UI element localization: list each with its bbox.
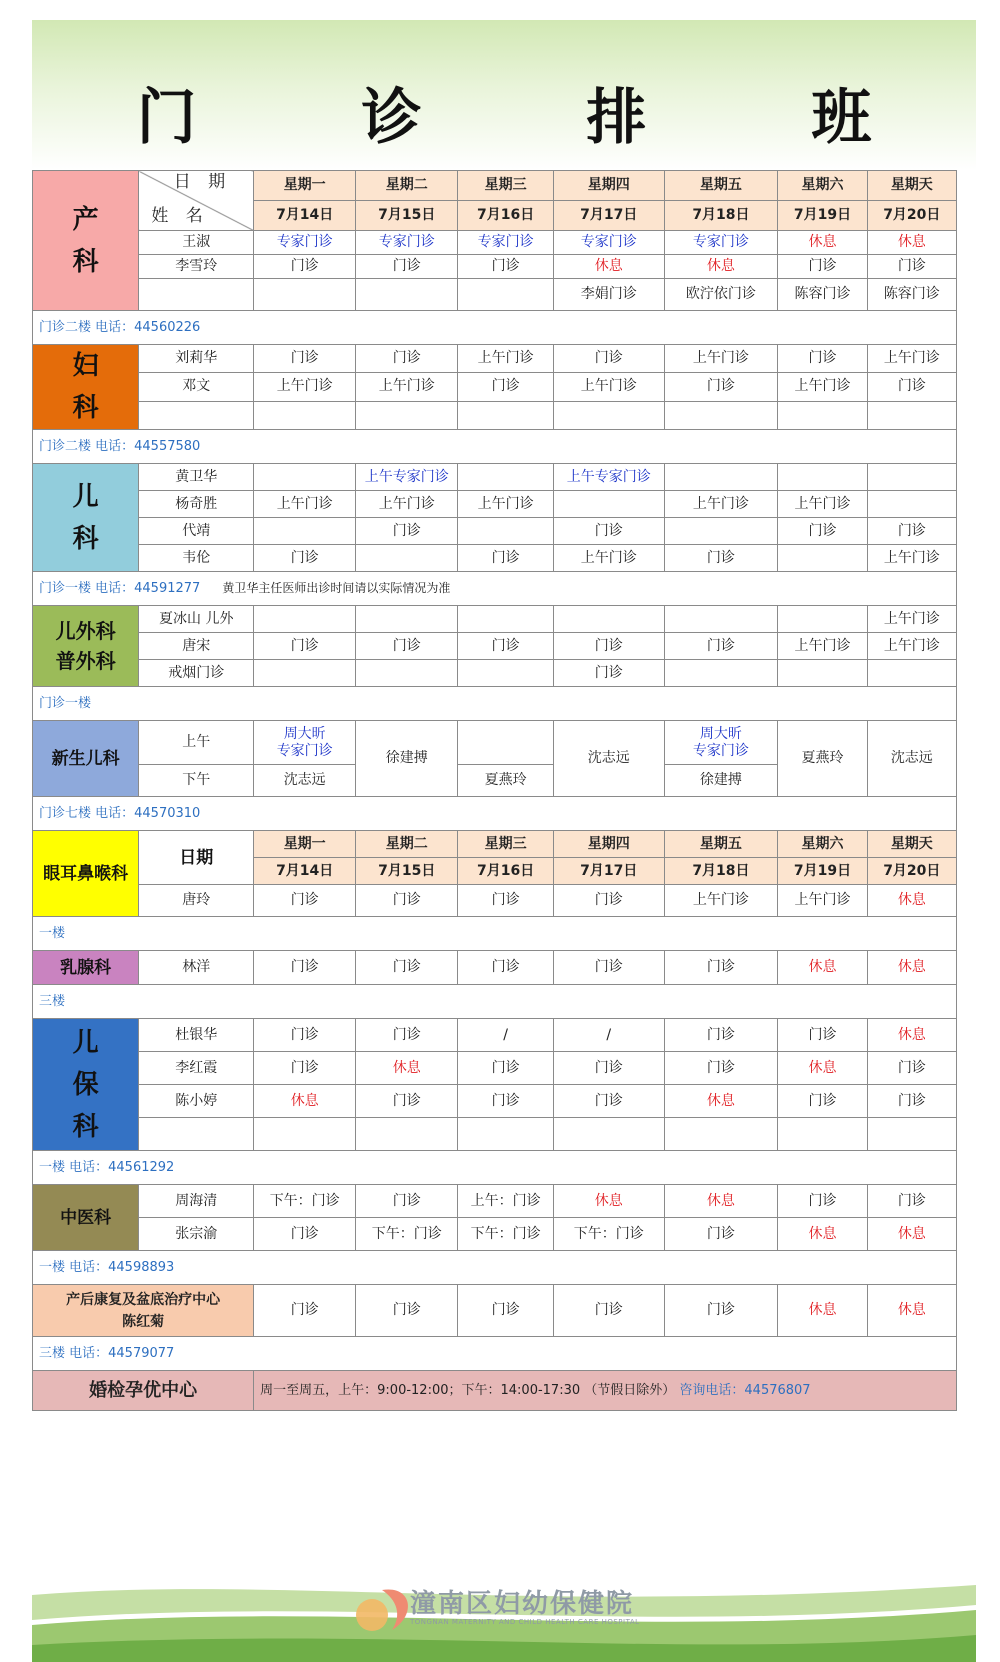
- location-phone: 门诊二楼 电话：44557580: [39, 439, 201, 454]
- schedule-cell: 门诊: [254, 255, 356, 279]
- doctor-name: [139, 1118, 254, 1151]
- schedule-cell: 夏燕玲: [458, 765, 554, 797]
- schedule-cell: 上午专家门诊: [356, 464, 458, 491]
- schedule-cell: 专家门诊: [356, 231, 458, 255]
- schedule-cell: [778, 606, 867, 633]
- schedule-cell: [356, 279, 458, 311]
- dept-label: 妇 科: [33, 345, 139, 430]
- date-header: 7月15日: [356, 858, 458, 885]
- opening-hours: 周一至周五，上午：9:00-12:00；下午：14:00-17:30 （节假日除外）: [260, 1383, 676, 1398]
- schedule-cell: 门诊: [458, 951, 554, 985]
- schedule-cell: 门诊: [867, 1052, 956, 1085]
- schedule-cell: 休息: [867, 885, 956, 917]
- schedule-cell: 上午门诊: [356, 373, 458, 401]
- location-phone: 门诊一楼: [39, 696, 92, 711]
- schedule-cell: [458, 606, 554, 633]
- schedule-cell: 沈志远: [254, 765, 356, 797]
- schedule-cell: 下午：门诊: [254, 1185, 356, 1218]
- schedule-cell: 门诊: [664, 373, 778, 401]
- schedule-cell: [356, 660, 458, 687]
- schedule-cell: 休息: [778, 1052, 867, 1085]
- schedule-cell: /: [553, 1019, 664, 1052]
- dept-label: 婚检孕优中心: [33, 1371, 254, 1411]
- schedule-cell: 门诊: [356, 1185, 458, 1218]
- weekday-header: 星期天: [867, 171, 956, 201]
- schedule-cell: 门诊: [664, 545, 778, 572]
- schedule-cell: [664, 1118, 778, 1151]
- schedule-cell: 欧泞依门诊: [664, 279, 778, 311]
- schedule-cell: 门诊: [553, 951, 664, 985]
- schedule-cell: 门诊: [254, 633, 356, 660]
- weekday-header: 星期五: [664, 831, 778, 858]
- schedule-cell: 门诊: [664, 1218, 778, 1251]
- date-header: 7月19日: [778, 858, 867, 885]
- schedule-cell: [553, 1118, 664, 1151]
- schedule-cell: 门诊: [664, 1052, 778, 1085]
- doctor-name: 唐宋: [139, 633, 254, 660]
- schedule-cell: 门诊: [356, 1285, 458, 1337]
- schedule-cell: 门诊: [254, 345, 356, 373]
- header-banner: [32, 20, 976, 170]
- schedule-cell: 门诊: [778, 1019, 867, 1052]
- schedule-sheet: [32, 170, 957, 1411]
- location-phone: 门诊二楼 电话：44560226: [39, 320, 201, 335]
- schedule-cell: [356, 1118, 458, 1151]
- schedule-cell: 下午：门诊: [458, 1218, 554, 1251]
- schedule-cell: 门诊: [867, 1185, 956, 1218]
- doctor-name: [139, 279, 254, 311]
- schedule-cell: 沈志远: [867, 721, 956, 797]
- schedule-cell: 休息: [867, 951, 956, 985]
- schedule-cell: 门诊: [664, 1285, 778, 1337]
- schedule-cell: 徐建搏: [356, 721, 458, 797]
- schedule-cell: 门诊: [254, 1218, 356, 1251]
- doctor-name: 杜银华: [139, 1019, 254, 1052]
- schedule-cell: 门诊: [458, 885, 554, 917]
- schedule-cell: 休息: [867, 1019, 956, 1052]
- schedule-cell: 门诊: [867, 255, 956, 279]
- schedule-cell: 休息: [778, 951, 867, 985]
- schedule-cell: 门诊: [356, 885, 458, 917]
- schedule-cell: [356, 401, 458, 429]
- weekday-header: 星期五: [664, 171, 778, 201]
- schedule-cell: [458, 464, 554, 491]
- dept-label: 儿 保 科: [33, 1019, 139, 1151]
- schedule-cell: 门诊: [356, 633, 458, 660]
- schedule-cell: [254, 518, 356, 545]
- schedule-cell: 门诊: [254, 1019, 356, 1052]
- schedule-cell: 休息: [553, 255, 664, 279]
- consult-phone: 咨询电话：44576807: [679, 1383, 811, 1398]
- schedule-cell: 门诊: [254, 1052, 356, 1085]
- schedule-cell: [356, 545, 458, 572]
- schedule-cell: [254, 464, 356, 491]
- dept-info: [33, 430, 957, 464]
- schedule-cell: 休息: [664, 1185, 778, 1218]
- schedule-cell: [254, 279, 356, 311]
- schedule-cell: [458, 660, 554, 687]
- schedule-cell: 门诊: [553, 1285, 664, 1337]
- schedule-cell: 门诊: [356, 518, 458, 545]
- location-phone: 门诊七楼 电话：44570310: [39, 806, 201, 821]
- schedule-cell: 门诊: [867, 1085, 956, 1118]
- schedule-cell: 休息: [254, 1085, 356, 1118]
- dept-info: [33, 311, 957, 345]
- location-phone: 一楼 电话：44561292: [39, 1160, 175, 1175]
- schedule-cell: 休息: [867, 1218, 956, 1251]
- doctor-name: 陈红菊: [122, 1313, 165, 1330]
- schedule-cell: 上午门诊: [664, 345, 778, 373]
- schedule-cell: [356, 606, 458, 633]
- doctor-name: 陈小婷: [139, 1085, 254, 1118]
- doctor-name: 李红霞: [139, 1052, 254, 1085]
- schedule-cell: 上午专家门诊: [553, 464, 664, 491]
- schedule-cell: 门诊: [867, 518, 956, 545]
- schedule-table: [32, 170, 957, 1411]
- schedule-cell: 上午门诊: [867, 633, 956, 660]
- location-phone: 一楼: [39, 926, 66, 941]
- center-name: 产后康复及盆底治疗中心: [66, 1291, 221, 1308]
- schedule-cell: [458, 279, 554, 311]
- doctor-name: 李雪玲: [139, 255, 254, 279]
- schedule-cell: 休息: [778, 231, 867, 255]
- schedule-cell: [778, 1118, 867, 1151]
- schedule-cell: 休息: [553, 1185, 664, 1218]
- weekday-header: 星期一: [254, 171, 356, 201]
- doctor-name: 黄卫华: [139, 464, 254, 491]
- schedule-cell: 门诊: [553, 1052, 664, 1085]
- schedule-cell: 门诊: [458, 1085, 554, 1118]
- schedule-cell: [458, 518, 554, 545]
- page-title: 门 诊 排 班: [136, 83, 944, 153]
- schedule-cell: 门诊: [458, 1052, 554, 1085]
- date-header: 7月16日: [458, 201, 554, 231]
- schedule-cell: [664, 518, 778, 545]
- weekday-header: 星期六: [778, 171, 867, 201]
- shift-am: 上午: [139, 721, 254, 765]
- date-header: 7月17日: [553, 201, 664, 231]
- doctor-name: 代靖: [139, 518, 254, 545]
- note-text: 黄卫华主任医师出诊时间请以实际情况为准: [222, 581, 451, 595]
- schedule-cell: 周大昕 专家门诊: [664, 721, 778, 765]
- doctor-name: 戒烟门诊: [139, 660, 254, 687]
- location-phone: 三楼 电话：44579077: [39, 1346, 175, 1361]
- schedule-cell: 门诊: [254, 951, 356, 985]
- schedule-cell: 门诊: [553, 345, 664, 373]
- date-header: 7月20日: [867, 858, 956, 885]
- schedule-cell: 上午：门诊: [458, 1185, 554, 1218]
- schedule-cell: [867, 401, 956, 429]
- schedule-cell: [553, 401, 664, 429]
- dept-info: [33, 572, 957, 606]
- date-header: 7月14日: [254, 858, 356, 885]
- date-header: 7月19日: [778, 201, 867, 231]
- schedule-cell: 门诊: [664, 1019, 778, 1052]
- dept-info: [33, 985, 957, 1019]
- schedule-cell: [867, 660, 956, 687]
- dept-label: 眼耳鼻喉科: [33, 831, 139, 917]
- doctor-name: 林洋: [139, 951, 254, 985]
- schedule-cell: 门诊: [356, 1085, 458, 1118]
- schedule-cell: [664, 606, 778, 633]
- schedule-cell: 休息: [778, 1218, 867, 1251]
- schedule-cell: 门诊: [664, 951, 778, 985]
- dept-info: [33, 1251, 957, 1285]
- weekday-header: 星期四: [553, 831, 664, 858]
- schedule-cell: 门诊: [356, 951, 458, 985]
- date-header: 7月15日: [356, 201, 458, 231]
- weekday-header: 星期三: [458, 831, 554, 858]
- schedule-cell: 休息: [664, 255, 778, 279]
- weekday-header: 星期四: [553, 171, 664, 201]
- schedule-cell: 门诊: [356, 255, 458, 279]
- dept-label: [33, 1285, 254, 1337]
- dept-info: [33, 1337, 957, 1371]
- schedule-cell: 陈容门诊: [867, 279, 956, 311]
- schedule-cell: 休息: [867, 1285, 956, 1337]
- date-label: 日期: [139, 831, 254, 885]
- schedule-cell: 门诊: [553, 660, 664, 687]
- schedule-cell: 门诊: [254, 1285, 356, 1337]
- schedule-cell: 上午门诊: [778, 885, 867, 917]
- schedule-cell: 上午门诊: [458, 345, 554, 373]
- schedule-cell: 上午门诊: [254, 373, 356, 401]
- schedule-cell: [778, 545, 867, 572]
- schedule-cell: 上午门诊: [867, 545, 956, 572]
- shift-pm: 下午: [139, 765, 254, 797]
- weekday-header: 星期三: [458, 171, 554, 201]
- date-header: 7月18日: [664, 201, 778, 231]
- schedule-cell: 李娟门诊: [553, 279, 664, 311]
- schedule-cell: 上午门诊: [664, 491, 778, 518]
- dept-label: 中医科: [33, 1185, 139, 1251]
- schedule-cell: [254, 401, 356, 429]
- schedule-cell: 上午门诊: [867, 345, 956, 373]
- schedule-cell: [778, 401, 867, 429]
- schedule-cell: 门诊: [356, 345, 458, 373]
- schedule-cell: 陈容门诊: [778, 279, 867, 311]
- location-phone: 三楼: [39, 994, 66, 1009]
- schedule-cell: 门诊: [458, 633, 554, 660]
- schedule-cell: 夏燕玲: [778, 721, 867, 797]
- dept-info: [33, 687, 957, 721]
- schedule-cell: 门诊: [778, 1185, 867, 1218]
- schedule-cell: 门诊: [867, 373, 956, 401]
- schedule-cell: 上午门诊: [664, 885, 778, 917]
- schedule-cell: 专家门诊: [458, 231, 554, 255]
- schedule-cell: 休息: [356, 1052, 458, 1085]
- weekday-header: 星期天: [867, 831, 956, 858]
- schedule-cell: 上午门诊: [867, 606, 956, 633]
- weekday-header: 星期二: [356, 831, 458, 858]
- dept-info: [33, 797, 957, 831]
- schedule-cell: 门诊: [778, 255, 867, 279]
- weekday-header: 星期一: [254, 831, 356, 858]
- doctor-name: 唐玲: [139, 885, 254, 917]
- location-phone: 一楼 电话：44598893: [39, 1260, 175, 1275]
- schedule-cell: 休息: [867, 231, 956, 255]
- date-header: 7月20日: [867, 201, 956, 231]
- schedule-cell: [867, 1118, 956, 1151]
- schedule-cell: 上午门诊: [553, 373, 664, 401]
- schedule-cell: 专家门诊: [553, 231, 664, 255]
- doctor-name: 杨奇胜: [139, 491, 254, 518]
- schedule-cell: 门诊: [553, 633, 664, 660]
- schedule-cell: 休息: [664, 1085, 778, 1118]
- name-label: 姓 名: [151, 206, 209, 226]
- schedule-cell: 门诊: [553, 885, 664, 917]
- schedule-cell: 周大昕 专家门诊: [254, 721, 356, 765]
- schedule-cell: [867, 491, 956, 518]
- schedule-cell: 门诊: [458, 373, 554, 401]
- location-phone: 门诊一楼 电话：44591277: [39, 581, 201, 596]
- hours-info: [254, 1371, 957, 1411]
- schedule-cell: 沈志远: [553, 721, 664, 797]
- schedule-cell: [778, 464, 867, 491]
- schedule-cell: 上午门诊: [254, 491, 356, 518]
- schedule-cell: 上午门诊: [778, 633, 867, 660]
- schedule-cell: 门诊: [458, 1285, 554, 1337]
- dept-label: 新生儿科: [33, 721, 139, 797]
- weekday-header: 星期六: [778, 831, 867, 858]
- schedule-cell: [664, 464, 778, 491]
- schedule-cell: 上午门诊: [553, 545, 664, 572]
- hospital-name-en: TONGNAN MATERNITY AND CHILD HEALTH CARE HOSPITAL: [410, 1618, 640, 1626]
- schedule-cell: 门诊: [778, 345, 867, 373]
- dept-label: 儿外科 普外科: [33, 606, 139, 687]
- doctor-name: [139, 401, 254, 429]
- schedule-cell: [664, 401, 778, 429]
- schedule-cell: 门诊: [664, 633, 778, 660]
- schedule-cell: 上午门诊: [778, 491, 867, 518]
- schedule-cell: [664, 660, 778, 687]
- schedule-cell: [867, 464, 956, 491]
- doctor-name: 刘莉华: [139, 345, 254, 373]
- doctor-name: 韦伦: [139, 545, 254, 572]
- schedule-cell: 门诊: [778, 518, 867, 545]
- schedule-cell: /: [458, 1019, 554, 1052]
- schedule-cell: 专家门诊: [254, 231, 356, 255]
- dept-label: 乳腺科: [33, 951, 139, 985]
- schedule-cell: 下午：门诊: [356, 1218, 458, 1251]
- schedule-cell: [458, 721, 554, 765]
- weekday-header: 星期二: [356, 171, 458, 201]
- schedule-cell: [553, 606, 664, 633]
- schedule-cell: 门诊: [458, 255, 554, 279]
- doctor-name: 邓文: [139, 373, 254, 401]
- schedule-cell: 下午：门诊: [553, 1218, 664, 1251]
- date-label: 日 期: [173, 172, 232, 192]
- schedule-cell: 徐建搏: [664, 765, 778, 797]
- date-name-header: [139, 171, 254, 231]
- schedule-cell: 门诊: [553, 1085, 664, 1118]
- schedule-cell: [458, 1118, 554, 1151]
- schedule-cell: 门诊: [458, 545, 554, 572]
- dept-info: [33, 1151, 957, 1185]
- schedule-cell: [778, 660, 867, 687]
- dept-info: [33, 917, 957, 951]
- doctor-name: 周海清: [139, 1185, 254, 1218]
- schedule-cell: 上午门诊: [778, 373, 867, 401]
- doctor-name: 夏冰山 儿外: [139, 606, 254, 633]
- doctor-name: 王淑: [139, 231, 254, 255]
- schedule-cell: 休息: [778, 1285, 867, 1337]
- schedule-cell: 门诊: [553, 518, 664, 545]
- dept-label: 产 科: [33, 171, 139, 311]
- date-header: 7月14日: [254, 201, 356, 231]
- date-header: 7月16日: [458, 858, 554, 885]
- date-header: 7月18日: [664, 858, 778, 885]
- schedule-cell: 门诊: [254, 545, 356, 572]
- schedule-cell: [254, 660, 356, 687]
- schedule-cell: 门诊: [356, 1019, 458, 1052]
- schedule-cell: 门诊: [254, 885, 356, 917]
- schedule-cell: [254, 1118, 356, 1151]
- schedule-cell: 上午门诊: [356, 491, 458, 518]
- schedule-cell: 门诊: [778, 1085, 867, 1118]
- schedule-cell: 专家门诊: [664, 231, 778, 255]
- date-header: 7月17日: [553, 858, 664, 885]
- hospital-name: 潼南区妇幼保健院: [410, 1589, 635, 1619]
- schedule-cell: 上午门诊: [458, 491, 554, 518]
- doctor-name: 张宗渝: [139, 1218, 254, 1251]
- schedule-cell: [458, 401, 554, 429]
- schedule-cell: [254, 606, 356, 633]
- dept-label: 儿 科: [33, 464, 139, 572]
- schedule-cell: [553, 491, 664, 518]
